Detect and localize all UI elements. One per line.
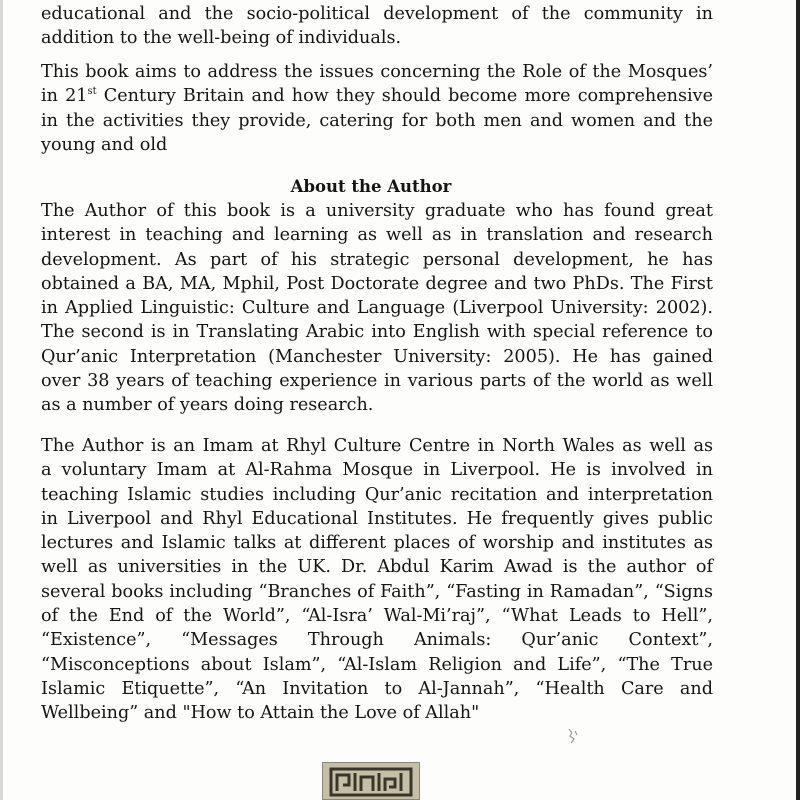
paragraph-4-line: The Author is an Imam at Rhyl Culture Centre in North Wales as well as — [41, 436, 713, 456]
paragraph-2-line-rest: Century Britain and how they should become more comprehensive — [96, 86, 713, 107]
paragraph-3-line: as a number of years doing research. — [41, 395, 374, 416]
paragraph-4-line: teaching Islamic studies including Qur’anic recitation and interpretation — [41, 484, 713, 505]
paragraph-3-line: development. As part of his strategic personal development, he has — [41, 249, 713, 270]
paragraph-3-line: over 38 years of teaching experience in various parts of the world as well — [41, 371, 713, 392]
paragraph-2-line-prefix: in 21 — [41, 86, 88, 107]
paragraph-4-line: several books including “Branches of Faith”, “Fasting in Ramadan”, “Signs — [41, 581, 713, 602]
page-left-edge — [0, 0, 3, 800]
paragraph-3-line: The second is in Translating Arabic into English with special reference to — [41, 322, 713, 343]
paragraph-2-line: This book aims to address the issues concerning the Role of the Mosques’ — [41, 62, 713, 82]
paragraph-1-line: addition to the well-being of individuals. — [41, 28, 402, 49]
paragraph-3-line: obtained a BA, MA, Mphil, Post Doctorate degree and two PhDs. The First — [41, 273, 713, 294]
scan-speck — [566, 727, 580, 745]
paragraph-4-line: lectures and Islamic talks at different places of worship and institutes as — [41, 533, 713, 554]
paragraph-4-line: a voluntary Imam at Al-Rahma Mosque in Liverpool. He is involved in — [41, 460, 713, 481]
paragraph-4-line: of the End of the World”, “Al-Isra’ Wal-Mi’raj”, “What Leads to Hell”, — [41, 606, 713, 627]
paragraph-4-line: in Liverpool and Rhyl Educational Institutes. He frequently gives public — [41, 508, 713, 529]
paragraph-3-line: The Author of this book is a university graduate who has found great — [41, 201, 713, 221]
paragraph-3-line: Qur’anic Interpretation (Manchester University: 2005). He has gained — [41, 346, 713, 367]
paragraph-3-line: in Applied Linguistic: Culture and Language (Liverpool University: 2002). — [41, 298, 713, 319]
page-right-edge — [796, 0, 800, 800]
paragraph-4 — [41, 434, 713, 726]
kufic-logo-graphic — [323, 763, 419, 799]
paragraph-1 — [41, 2, 713, 51]
paragraph-2-line: in the activities they provide, catering for both men and women and the — [41, 110, 713, 131]
ordinal-superscript: st — [87, 86, 97, 98]
paragraph-4-line: Wellbeing” and "How to Attain the Love of Allah" — [41, 703, 480, 724]
paragraph-1-line: educational and the socio-political development of the community in — [41, 4, 713, 24]
paragraph-4-line: Islamic Etiquette”, “An Invitation to Al-Jannah”, “Health Care and — [41, 678, 713, 699]
paragraph-3 — [41, 199, 713, 418]
paragraph-2-line — [41, 84, 713, 108]
paragraph-2 — [41, 60, 713, 157]
paragraph-4-line: “Misconceptions about Islam”, “Al-Islam Religion and Life”, “The True — [41, 654, 713, 675]
kufic-islam-logo-icon — [322, 762, 420, 800]
about-author-heading: About the Author — [290, 177, 452, 196]
paragraph-3-line: interest in teaching and learning as well as in translation and research — [41, 225, 713, 246]
paragraph-2-line: young and old — [41, 134, 168, 155]
paragraph-4-line: “Existence”, “Messages Through Animals: Qur’anic Context”, — [41, 630, 713, 651]
paragraph-4-line: well as universities in the UK. Dr. Abdul Karim Awad is the author of — [41, 557, 713, 578]
